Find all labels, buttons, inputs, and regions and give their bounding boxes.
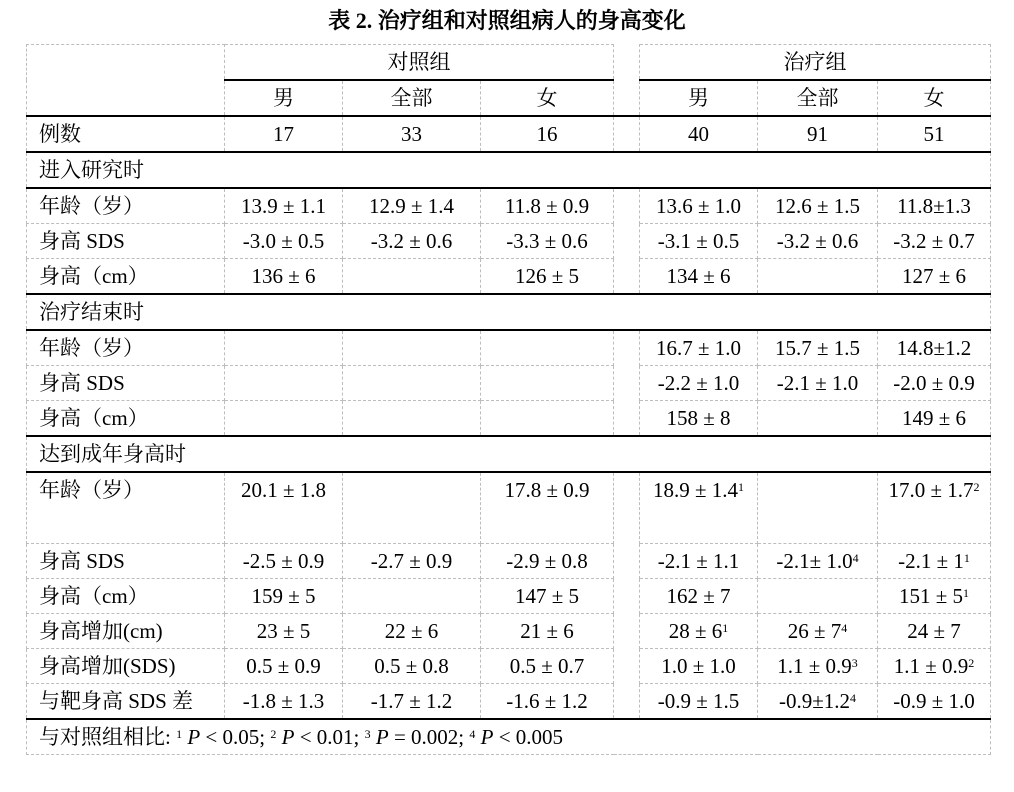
cell-value: -3.2 ± 0.7 bbox=[893, 229, 975, 253]
table-row bbox=[27, 614, 991, 649]
table-cell bbox=[640, 579, 758, 614]
cell-value: -2.1 ± 1 bbox=[898, 549, 964, 573]
row-label: 身高 SDS bbox=[27, 544, 225, 579]
cell-value: -0.9±1.2 bbox=[779, 689, 851, 713]
cell-value: -1.6 ± 1.2 bbox=[506, 689, 588, 713]
table-row bbox=[27, 544, 991, 579]
group-gap bbox=[614, 116, 640, 152]
table-cell bbox=[225, 614, 343, 649]
group-gap bbox=[614, 45, 640, 81]
table-cell bbox=[758, 684, 878, 720]
group-gap bbox=[614, 579, 640, 614]
table-cell bbox=[878, 544, 991, 579]
table-cell: 16 bbox=[481, 116, 614, 152]
cell-value: -3.0 ± 0.5 bbox=[242, 229, 325, 253]
table-cell bbox=[878, 259, 991, 295]
row-label: 年龄（岁） bbox=[27, 330, 225, 366]
cell-value: -2.9 ± 0.8 bbox=[506, 549, 588, 573]
footnote-prefix: 与对照组相比: bbox=[39, 725, 171, 749]
table-cell bbox=[343, 224, 481, 259]
column-header: 男 bbox=[640, 80, 758, 116]
column-header: 全部 bbox=[343, 80, 481, 116]
p-value-symbol: P bbox=[375, 725, 389, 749]
group-gap bbox=[614, 188, 640, 224]
table-cell bbox=[225, 259, 343, 295]
table-cell bbox=[758, 259, 878, 295]
table-cell bbox=[878, 188, 991, 224]
column-header: 全部 bbox=[758, 80, 878, 116]
cell-value: -3.1 ± 0.5 bbox=[657, 229, 740, 253]
cell-value: 1.1 ± 0.9 bbox=[893, 654, 969, 678]
p-value-symbol: P bbox=[480, 725, 494, 749]
height-change-table bbox=[26, 44, 991, 755]
table-cell bbox=[640, 649, 758, 684]
table-cell bbox=[758, 401, 878, 437]
table-cell bbox=[878, 472, 991, 544]
table-row bbox=[27, 259, 991, 295]
section-heading: 进入研究时 bbox=[27, 152, 991, 188]
group-gap bbox=[614, 684, 640, 720]
footnote-marker: 2 bbox=[968, 656, 975, 670]
cell-value: -3.2 ± 0.6 bbox=[370, 229, 453, 253]
footnote-marker: 1 bbox=[963, 551, 970, 565]
table-cell bbox=[225, 330, 343, 366]
cell-value: -2.0 ± 0.9 bbox=[893, 371, 975, 395]
footnote-marker: 1 bbox=[176, 727, 183, 741]
group-gap bbox=[614, 401, 640, 437]
row-label: 例数 bbox=[27, 116, 225, 152]
footnote-marker: 3 bbox=[851, 656, 858, 670]
cell-value: 16.7 ± 1.0 bbox=[656, 336, 742, 360]
table-cell bbox=[225, 649, 343, 684]
table-cell bbox=[758, 614, 878, 649]
footnote-marker: 4 bbox=[850, 691, 857, 705]
group-gap bbox=[614, 366, 640, 401]
cell-value: -1.8 ± 1.3 bbox=[242, 689, 325, 713]
group-header-row bbox=[27, 45, 991, 81]
p-value-threshold: < 0.01; bbox=[294, 725, 360, 749]
footnote-marker: 4 bbox=[852, 551, 859, 565]
table-cell bbox=[481, 330, 614, 366]
cell-value: 1.1 ± 0.9 bbox=[777, 654, 852, 678]
cell-value: -3.3 ± 0.6 bbox=[506, 229, 588, 253]
table-cell: 51 bbox=[878, 116, 991, 152]
table-row bbox=[27, 188, 991, 224]
table-cell bbox=[640, 401, 758, 437]
p-value-threshold: = 0.002; bbox=[388, 725, 465, 749]
row-label: 身高 SDS bbox=[27, 224, 225, 259]
table-row bbox=[27, 401, 991, 437]
p-value-symbol: P bbox=[187, 725, 201, 749]
cell-value: 28 ± 6 bbox=[668, 619, 723, 643]
cell-value: 24 ± 7 bbox=[907, 619, 961, 643]
case-count-row bbox=[27, 116, 991, 152]
table-cell bbox=[878, 401, 991, 437]
row-label: 年龄（岁） bbox=[27, 472, 225, 544]
p-value-threshold: < 0.05; bbox=[200, 725, 266, 749]
cell-value: 0.5 ± 0.7 bbox=[509, 654, 585, 678]
row-label: 与靶身高 SDS 差 bbox=[27, 684, 225, 720]
cell-value: 13.9 ± 1.1 bbox=[240, 194, 327, 218]
footnote-marker: 1 bbox=[963, 586, 970, 600]
table-row bbox=[27, 366, 991, 401]
table-cell: 40 bbox=[640, 116, 758, 152]
row-label: 身高增加(SDS) bbox=[27, 649, 225, 684]
table-cell bbox=[640, 544, 758, 579]
cell-value: -2.1 ± 1.0 bbox=[776, 371, 859, 395]
table-cell bbox=[225, 472, 343, 544]
table-cell bbox=[343, 579, 481, 614]
cell-value: 0.5 ± 0.9 bbox=[246, 654, 321, 678]
table-cell bbox=[758, 544, 878, 579]
section-heading-row bbox=[27, 436, 991, 472]
cell-value: 1.0 ± 1.0 bbox=[661, 654, 736, 678]
table-cell bbox=[481, 259, 614, 295]
table-cell bbox=[343, 614, 481, 649]
table-cell bbox=[878, 330, 991, 366]
table-title: 表 2. 治疗组和对照组病人的身高变化 bbox=[328, 8, 686, 33]
cell-value: 17.8 ± 0.9 bbox=[504, 478, 590, 502]
group-gap bbox=[614, 472, 640, 544]
table-cell bbox=[225, 188, 343, 224]
cell-value: 162 ± 7 bbox=[666, 584, 731, 608]
group-gap bbox=[614, 224, 640, 259]
cell-value: -2.5 ± 0.9 bbox=[242, 549, 325, 573]
table-cell bbox=[225, 401, 343, 437]
p-value-threshold: < 0.005 bbox=[493, 725, 564, 749]
table-cell: 17 bbox=[225, 116, 343, 152]
table-cell bbox=[640, 472, 758, 544]
table-cell bbox=[343, 472, 481, 544]
table-row bbox=[27, 472, 991, 544]
table-cell bbox=[878, 579, 991, 614]
footnote-marker: 2 bbox=[973, 480, 980, 494]
table-cell bbox=[343, 649, 481, 684]
table-cell bbox=[225, 366, 343, 401]
table-row bbox=[27, 330, 991, 366]
table-cell bbox=[481, 472, 614, 544]
row-label: 身高 SDS bbox=[27, 366, 225, 401]
cell-value: 22 ± 6 bbox=[384, 619, 439, 643]
cell-value: -2.1 ± 1.1 bbox=[657, 549, 740, 573]
table-cell bbox=[640, 684, 758, 720]
table-body bbox=[27, 45, 991, 755]
table-cell bbox=[225, 579, 343, 614]
cell-value: 149 ± 6 bbox=[902, 406, 967, 430]
row-label: 年龄（岁） bbox=[27, 188, 225, 224]
cell-value: 11.8 ± 0.9 bbox=[504, 194, 590, 218]
section-heading: 达到成年身高时 bbox=[27, 436, 991, 472]
group-gap bbox=[614, 649, 640, 684]
cell-value: 13.6 ± 1.0 bbox=[656, 194, 742, 218]
column-header: 男 bbox=[225, 80, 343, 116]
table-cell bbox=[481, 544, 614, 579]
table-cell bbox=[481, 649, 614, 684]
table-cell bbox=[640, 259, 758, 295]
table-cell bbox=[343, 544, 481, 579]
cell-value: 158 ± 8 bbox=[666, 406, 731, 430]
cell-value: 26 ± 7 bbox=[787, 619, 842, 643]
table-cell bbox=[758, 579, 878, 614]
cell-value: 15.7 ± 1.5 bbox=[775, 336, 861, 360]
table-cell bbox=[225, 544, 343, 579]
cell-value: -0.9 ± 1.5 bbox=[657, 689, 740, 713]
cell-value: 159 ± 5 bbox=[251, 584, 316, 608]
table-cell bbox=[878, 684, 991, 720]
table-row bbox=[27, 649, 991, 684]
cell-value: -2.7 ± 0.9 bbox=[370, 549, 453, 573]
table-row bbox=[27, 684, 991, 720]
group-gap bbox=[614, 614, 640, 649]
cell-value: -2.1± 1.0 bbox=[776, 549, 853, 573]
cell-value: 20.1 ± 1.8 bbox=[240, 478, 327, 502]
footnote bbox=[27, 719, 991, 755]
table-cell: 33 bbox=[343, 116, 481, 152]
cell-value: 17.0 ± 1.7 bbox=[888, 478, 974, 502]
table-cell bbox=[343, 366, 481, 401]
cell-value: 0.5 ± 0.8 bbox=[374, 654, 449, 678]
table-cell bbox=[878, 366, 991, 401]
section-heading-row bbox=[27, 294, 991, 330]
cell-value: -1.7 ± 1.2 bbox=[370, 689, 453, 713]
column-header: 女 bbox=[481, 80, 614, 116]
cell-value: -2.2 ± 1.0 bbox=[657, 371, 740, 395]
group-gap bbox=[614, 544, 640, 579]
table-cell bbox=[481, 224, 614, 259]
section-heading: 治疗结束时 bbox=[27, 294, 991, 330]
table-cell bbox=[481, 366, 614, 401]
table-cell bbox=[481, 188, 614, 224]
column-header: 女 bbox=[878, 80, 991, 116]
p-value-symbol: P bbox=[281, 725, 295, 749]
row-label: 身高增加(cm) bbox=[27, 614, 225, 649]
cell-value: 136 ± 6 bbox=[251, 264, 316, 288]
table-cell bbox=[225, 224, 343, 259]
cell-value: 147 ± 5 bbox=[514, 584, 580, 608]
table-cell bbox=[640, 188, 758, 224]
table-cell bbox=[640, 614, 758, 649]
footnote-marker: 4 bbox=[841, 621, 848, 635]
cell-value: 23 ± 5 bbox=[256, 619, 311, 643]
table-row bbox=[27, 579, 991, 614]
cell-value: 126 ± 5 bbox=[514, 264, 580, 288]
table-cell bbox=[878, 224, 991, 259]
table-cell bbox=[758, 472, 878, 544]
footnote-marker: 4 bbox=[469, 727, 476, 741]
row-label: 身高（cm） bbox=[27, 579, 225, 614]
cell-value: 14.8±1.2 bbox=[896, 336, 972, 360]
table-cell bbox=[225, 684, 343, 720]
row-label: 身高（cm） bbox=[27, 259, 225, 295]
table-cell bbox=[481, 401, 614, 437]
footnote-row bbox=[27, 719, 991, 755]
section-heading-row bbox=[27, 152, 991, 188]
table-cell bbox=[878, 649, 991, 684]
table-cell bbox=[758, 188, 878, 224]
cell-value: 21 ± 6 bbox=[520, 619, 574, 643]
cell-value: -3.2 ± 0.6 bbox=[776, 229, 859, 253]
table-cell bbox=[343, 188, 481, 224]
footnote-marker: 1 bbox=[738, 480, 745, 494]
table-cell bbox=[758, 330, 878, 366]
cell-value: 151 ± 5 bbox=[899, 584, 964, 608]
group-gap bbox=[614, 330, 640, 366]
footnote-marker: 3 bbox=[364, 727, 371, 741]
group-gap bbox=[614, 80, 640, 116]
table-cell bbox=[640, 330, 758, 366]
table-cell bbox=[343, 684, 481, 720]
table-cell: 91 bbox=[758, 116, 878, 152]
cell-value: 127 ± 6 bbox=[902, 264, 967, 288]
cell-value: 12.6 ± 1.5 bbox=[775, 194, 861, 218]
footnote-marker: 2 bbox=[270, 727, 277, 741]
table-cell bbox=[640, 224, 758, 259]
footnote-marker: 1 bbox=[722, 621, 729, 635]
table-row bbox=[27, 224, 991, 259]
table-cell bbox=[481, 614, 614, 649]
table-cell bbox=[758, 366, 878, 401]
group-gap bbox=[614, 259, 640, 295]
cell-value: 11.8±1.3 bbox=[897, 194, 971, 218]
cell-value: -0.9 ± 1.0 bbox=[893, 689, 975, 713]
table-cell bbox=[640, 366, 758, 401]
table-cell bbox=[343, 259, 481, 295]
row-label: 身高（cm） bbox=[27, 401, 225, 437]
empty-corner-cell bbox=[27, 45, 225, 117]
cell-value: 134 ± 6 bbox=[666, 264, 731, 288]
table-cell bbox=[343, 401, 481, 437]
control-group-header: 对照组 bbox=[225, 45, 614, 81]
treatment-group-header: 治疗组 bbox=[640, 45, 991, 81]
cell-value: 18.9 ± 1.4 bbox=[653, 478, 739, 502]
table-cell bbox=[878, 614, 991, 649]
table-cell bbox=[758, 649, 878, 684]
table-cell bbox=[481, 684, 614, 720]
table-cell bbox=[481, 579, 614, 614]
table-cell bbox=[758, 224, 878, 259]
table-cell bbox=[343, 330, 481, 366]
cell-value: 12.9 ± 1.4 bbox=[368, 194, 455, 218]
